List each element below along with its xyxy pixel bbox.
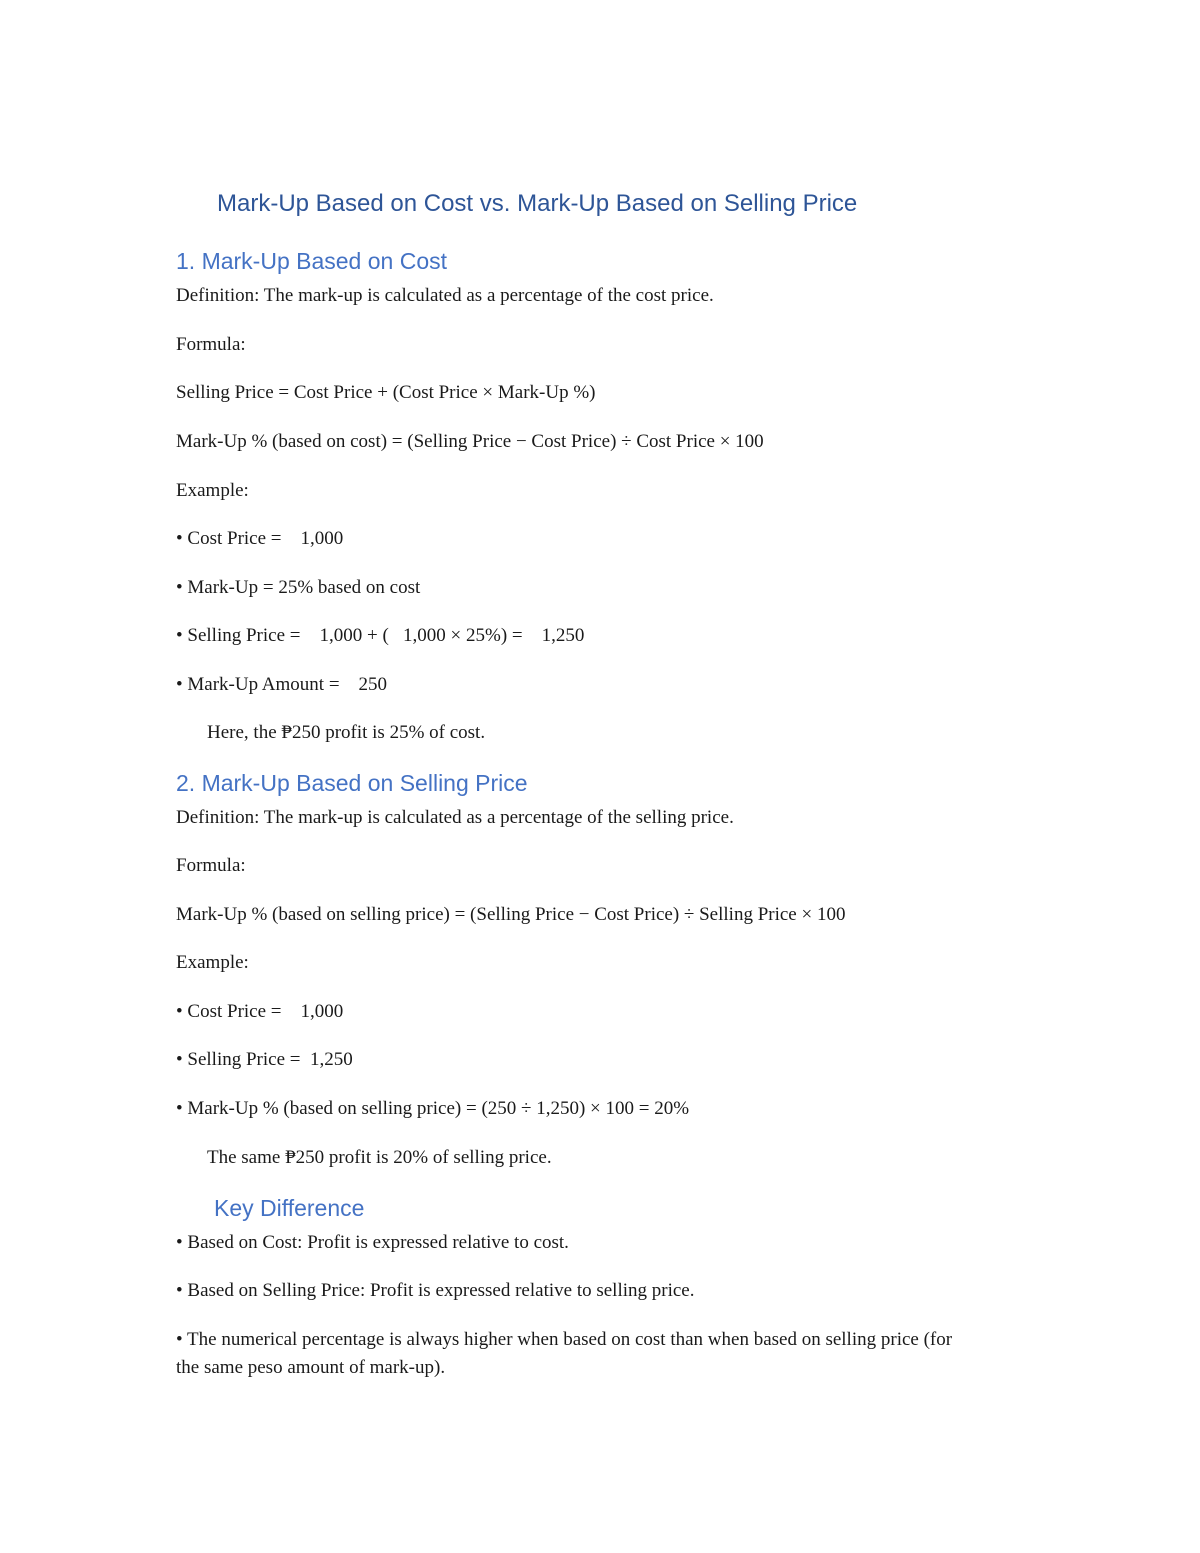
- example-bullet: • Cost Price = 1,000: [176, 1001, 344, 1022]
- example-bullet: • Cost Price = 1,000: [176, 528, 344, 549]
- document-title: Mark-Up Based on Cost vs. Mark-Up Based on Selling Price: [217, 190, 858, 217]
- example-bullet: • Selling Price = 1,000 + ( 1,000 × 25%) = 1,250: [176, 625, 585, 646]
- example-label-cost: Example:: [176, 480, 249, 501]
- formula-selling-price: Selling Price = Cost Price + (Cost Price × Mark-Up %): [176, 382, 596, 403]
- formula-label-cost: Formula:: [176, 334, 246, 355]
- note-selling-price: The same ₱250 profit is 20% of selling price.: [207, 1147, 552, 1168]
- key-difference-bullet: • Based on Selling Price: Profit is expressed relative to selling price.: [176, 1280, 695, 1301]
- example-bullet: • Mark-Up Amount = 250: [176, 674, 388, 695]
- section-heading-cost: 1. Mark-Up Based on Cost: [176, 248, 448, 274]
- formula-label-selling-price: Formula:: [176, 855, 246, 876]
- example-bullet: • Mark-Up % (based on selling price) = (250 ÷ 1,250) × 100 = 20%: [176, 1098, 690, 1119]
- section-heading-key-difference: Key Difference: [214, 1195, 365, 1221]
- section-heading-selling-price: 2. Mark-Up Based on Selling Price: [176, 770, 528, 796]
- example-bullet: • Selling Price = 1,250: [176, 1049, 353, 1070]
- definition-cost: Definition: The mark-up is calculated as a percentage of the cost price.: [176, 285, 714, 306]
- formula-markup-cost: Mark-Up % (based on cost) = (Selling Price − Cost Price) ÷ Cost Price × 100: [176, 431, 764, 452]
- formula-markup-selling-price: Mark-Up % (based on selling price) = (Selling Price − Cost Price) ÷ Selling Price × 100: [176, 904, 846, 925]
- definition-selling-price: Definition: The mark-up is calculated as a percentage of the selling price.: [176, 807, 734, 828]
- key-difference-bullet: • Based on Cost: Profit is expressed relative to cost.: [176, 1232, 569, 1253]
- example-label-selling-price: Example:: [176, 952, 249, 973]
- example-bullet: • Mark-Up = 25% based on cost: [176, 577, 421, 598]
- key-difference-bullet: • The numerical percentage is always higher when based on cost than when based on selling price (for the same peso amount of mark-up).: [176, 1329, 953, 1378]
- note-cost: Here, the ₱250 profit is 25% of cost.: [207, 722, 486, 743]
